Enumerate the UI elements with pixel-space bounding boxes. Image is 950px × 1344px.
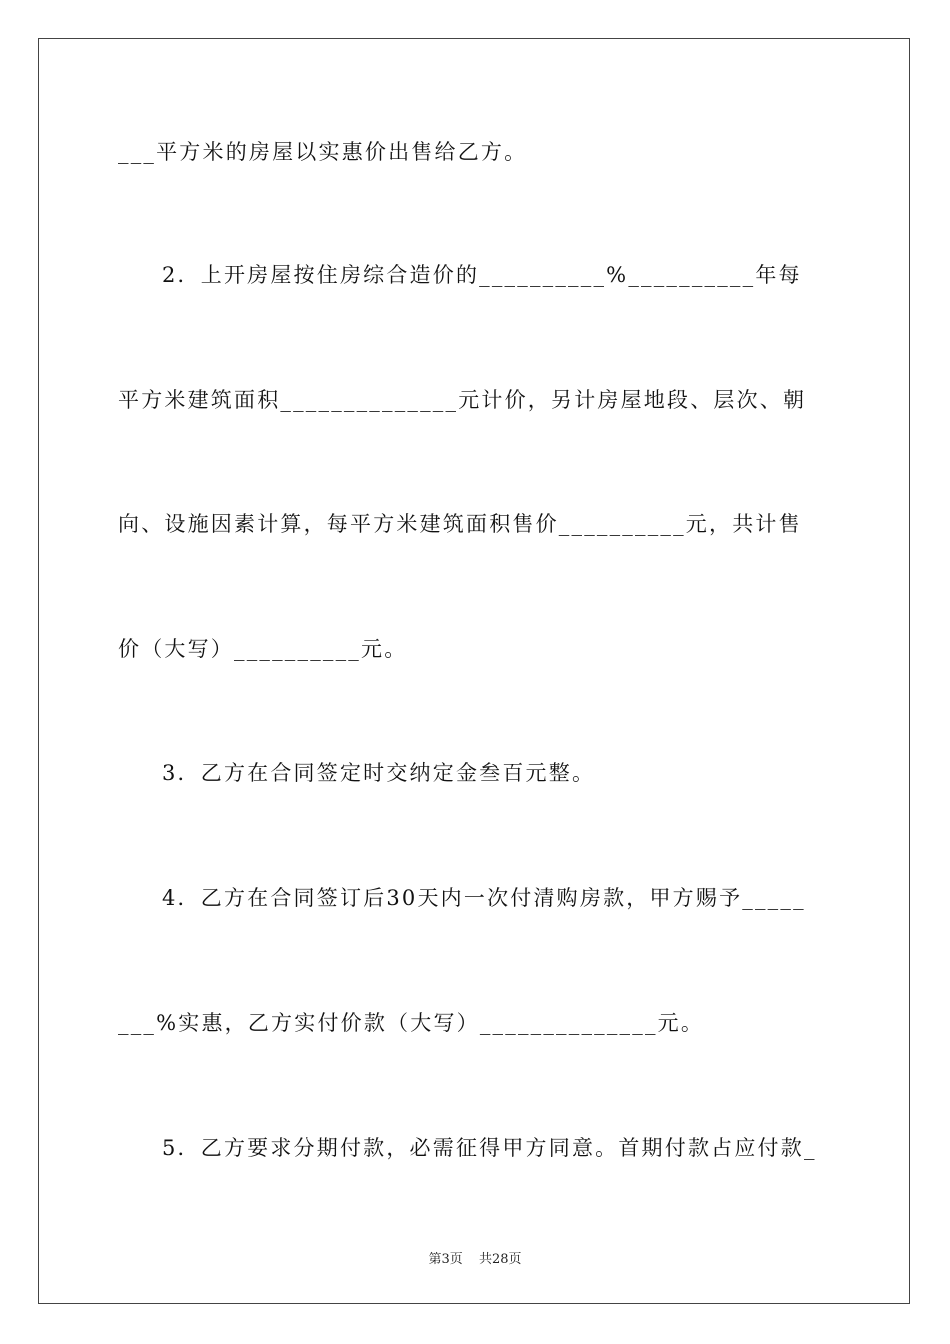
text-line-6: 3．乙方在合同签定时交纳定金叁百元整。 <box>162 761 596 785</box>
text-line-3: 平方米建筑面积______________元计价，另计房屋地段、层次、朝 <box>118 388 807 412</box>
page-border <box>38 38 910 1304</box>
page-total: 共28页 <box>478 1252 522 1267</box>
text-line-8: ___%实惠，乙方实付价款（大写）______________元。 <box>118 1011 705 1035</box>
page-footer <box>0 1248 950 1267</box>
text-line-2: 2．上开房屋按住房综合造价的__________%__________年每 <box>162 263 802 287</box>
text-line-4: 向、设施因素计算，每平方米建筑面积售价__________元，共计售 <box>118 512 802 536</box>
text-line-5: 价（大写）__________元。 <box>118 637 408 661</box>
text-line-7: 4．乙方在合同签订后30天内一次付清购房款，甲方赐予_____ <box>162 886 806 910</box>
page-number: 第3页 <box>428 1252 463 1267</box>
text-line-9: 5．乙方要求分期付款，必需征得甲方同意。首期付款占应付款_ <box>162 1136 817 1160</box>
text-line-1: ___平方米的房屋以实惠价出售给乙方。 <box>118 140 528 164</box>
